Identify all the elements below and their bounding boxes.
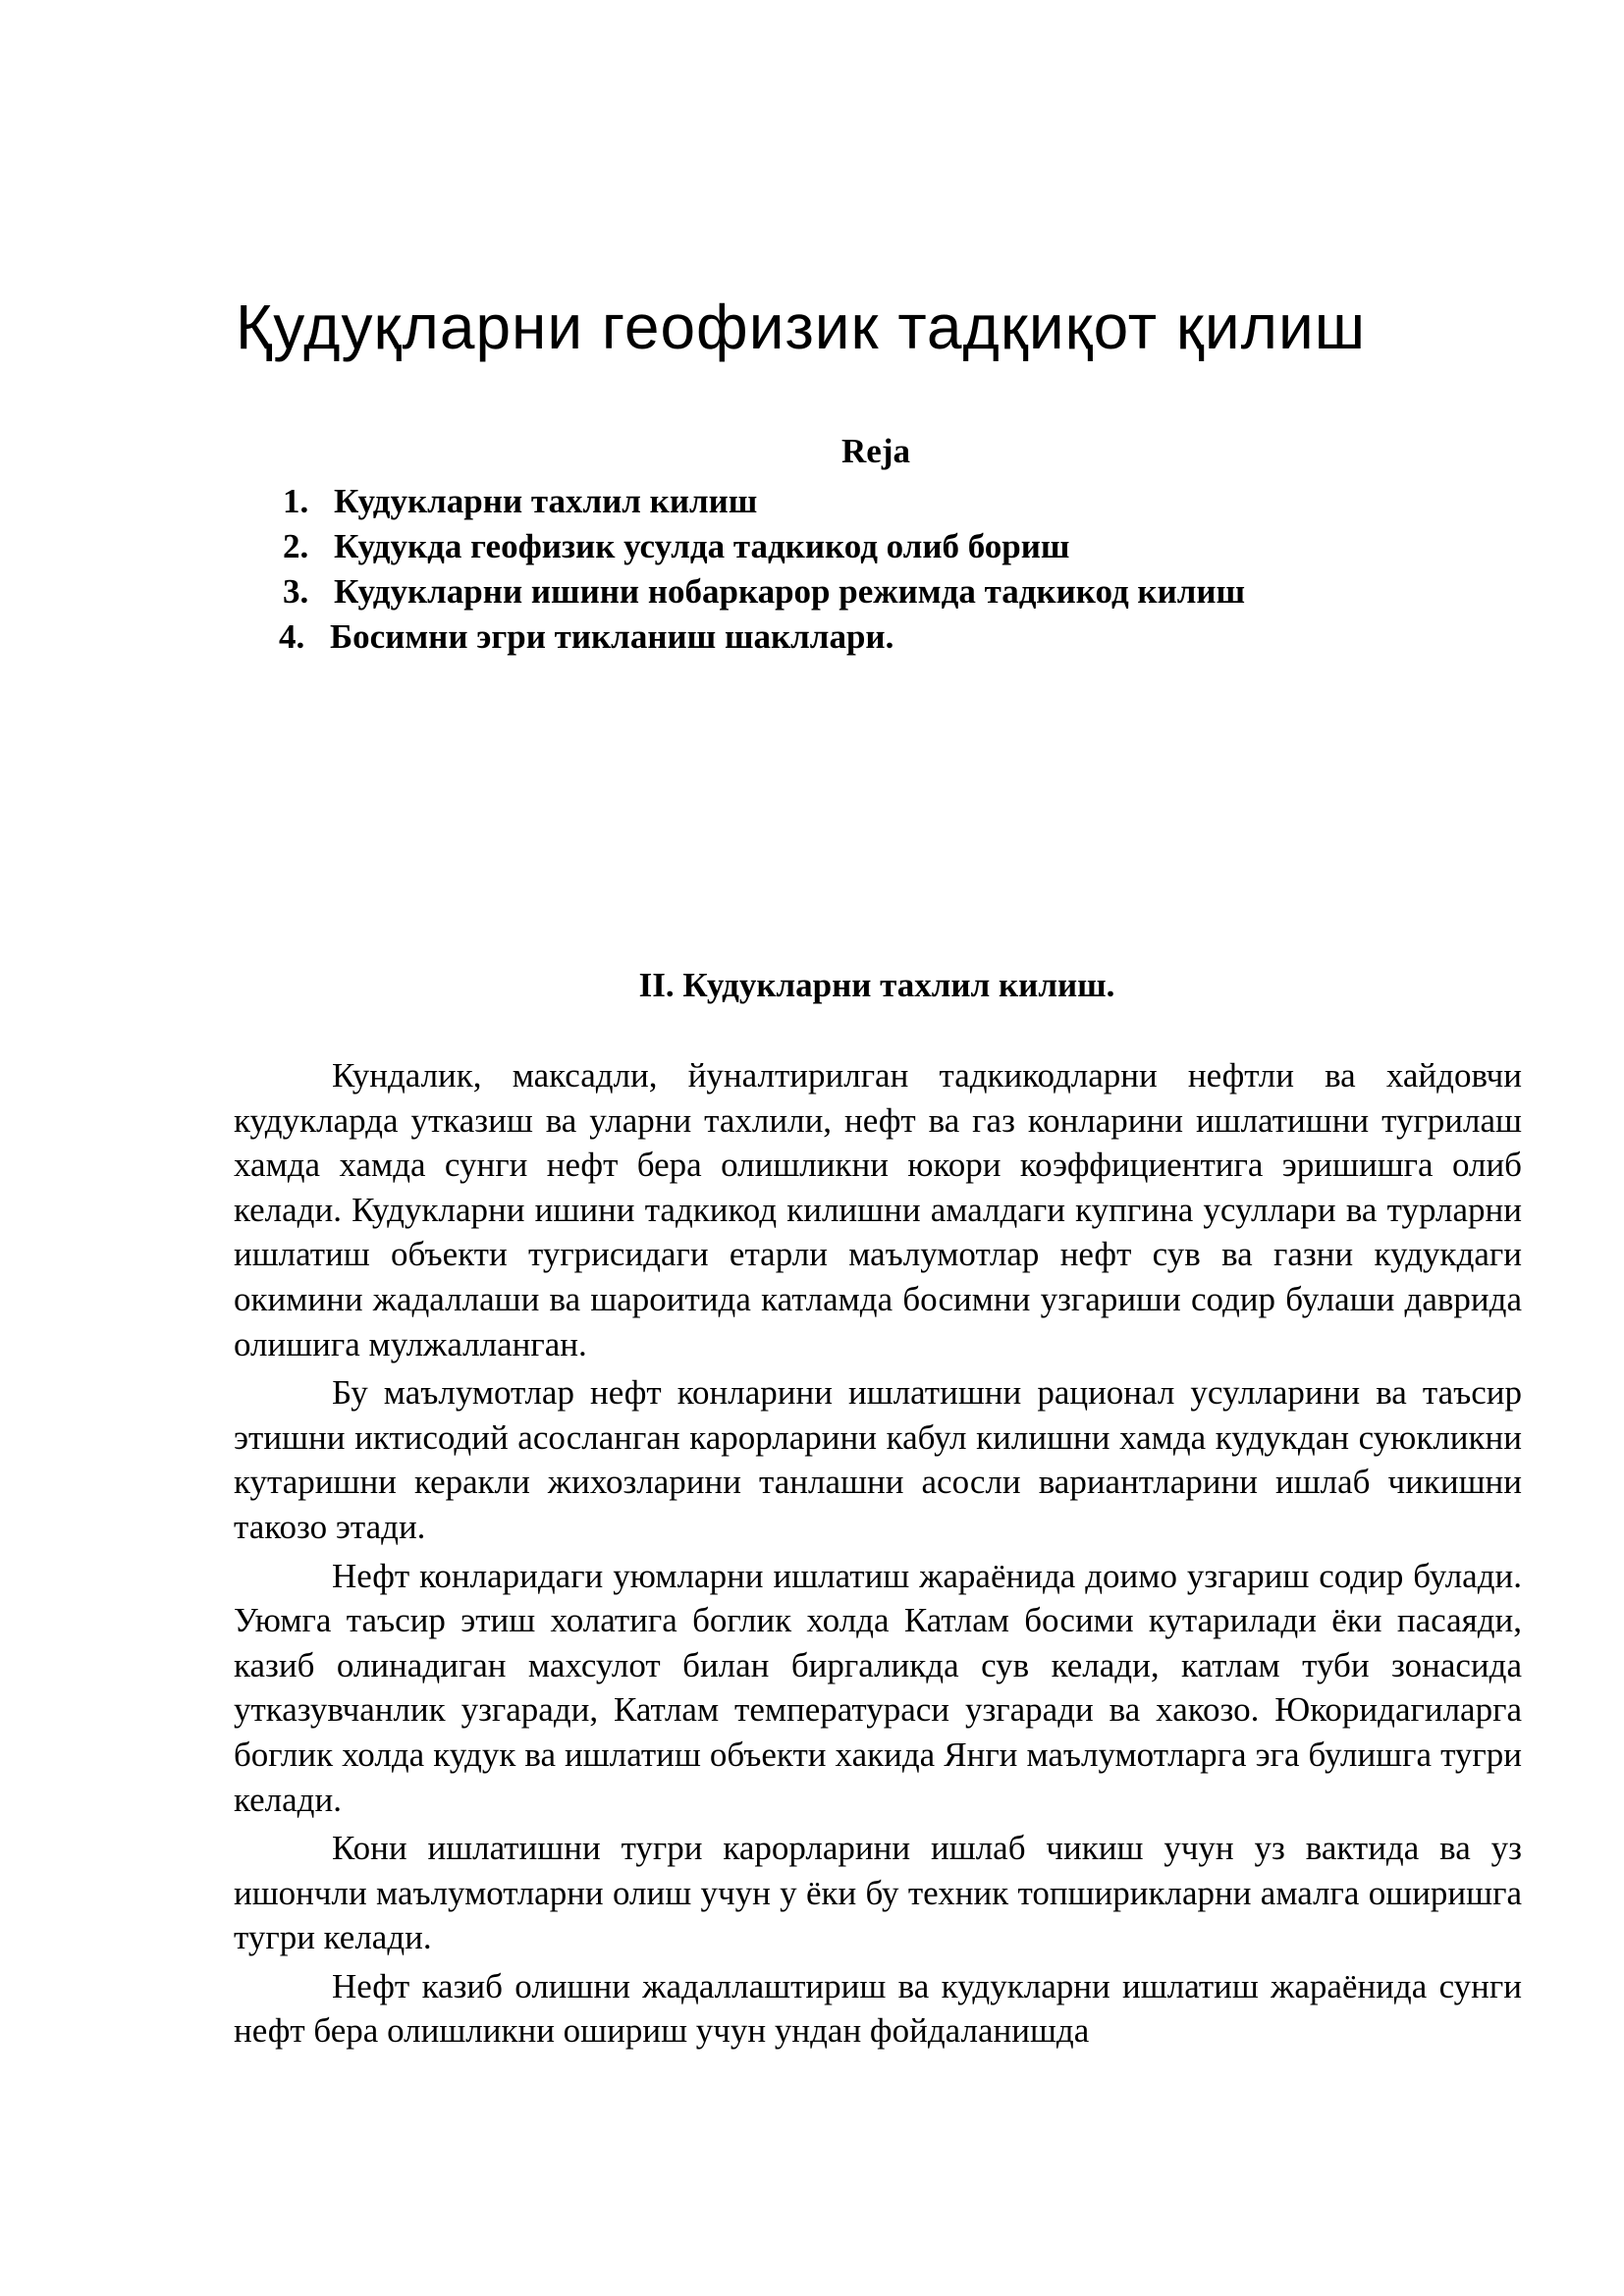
body-paragraph: Нефт казиб олишни жадаллаштириш ва кудукларни ишлатиш жараёнида сунги нефт бера олишликни ошириш учун ундан фойдаланишда — [234, 1966, 1522, 2051]
plan-item — [279, 614, 1245, 660]
plan-item — [283, 524, 1245, 569]
plan-list — [279, 479, 1246, 660]
document-title: Қудуқларни геофизик тадқиқот қилиш — [236, 292, 1367, 362]
body-paragraph: Кундалик, максадли, йуналтирилган тадкикодларни нефтли ва хайдовчи кудукларда утказиш ва уларни тахлили, нефт ва газ конларини ишлатишни тугрилаш хамда хамда сунги нефт бера олишликни юкори коэффициентига эришишга олиб келади. Кудукларни ишини тадкикод килишни амалдаги купгина усуллари ва турларни ишлатиш объекти тугрисидаги етарли маълумотлар нефт сув ва газни кудукдаги окимини жадаллаши ва шароитида катламда босимни узгариши содир булаши даврида олишига мулжалланган. — [234, 1056, 1522, 1363]
plan-item-number: 3. — [283, 572, 309, 611]
body-paragraph: Кони ишлатишни тугри карорларини ишлаб чикиш учун уз вактида ва уз ишончли маълумотларни олиш учун у ёки бу техник топширикларни амалга оширишга тугри келади. — [234, 1829, 1522, 1957]
plan-item-text: Кудукларни ишини нобаркарор режимда тадкикод килиш — [334, 572, 1246, 611]
plan-item-text: Босимни эгри тикланиш шакллари. — [330, 617, 894, 656]
body-paragraph: Нефт конларидаги уюмларни ишлатиш жараёнида доимо узгариш содир булади. Уюмга таъсир этиш холатига боглик холда Катлам босими кутарилади ёки пасаяди, казиб олинадиган махсулот билан биргаликда сув келади, катлам туби зонасида утказувчанлик узгаради, Катлам температураси узгаради ва хакозо. Юкоридагиларга боглик холда кудук ва ишлатиш объекти хакида Янги маълумотларга эга булишга тугри келади. — [234, 1556, 1522, 1819]
body-paragraph: Бу маълумотлар нефт конларини ишлатишни рационал усулларини ва таъсир этишни иктисодий асосланган карорларини кабул килишни хамда кудукдан суюкликни кутаришни керакли жихозларини танлашни асосли вариантларини ишлаб чикишни такозо этади. — [234, 1373, 1522, 1546]
plan-heading: Reja — [841, 432, 910, 470]
plan-item — [283, 479, 1245, 524]
plan-item-text: Кудукларни тахлил килиш — [334, 482, 758, 520]
plan-item-text: Кудукда геофизик усулда тадкикод олиб бориш — [334, 527, 1070, 565]
plan-item — [283, 569, 1245, 614]
plan-item-number: 4. — [279, 617, 305, 656]
plan-item-number: 1. — [283, 482, 309, 520]
plan-item-number: 2. — [283, 527, 309, 565]
section-body — [234, 1053, 1522, 2054]
section-heading: II. Кудукларни тахлил килиш. — [638, 966, 1115, 1004]
